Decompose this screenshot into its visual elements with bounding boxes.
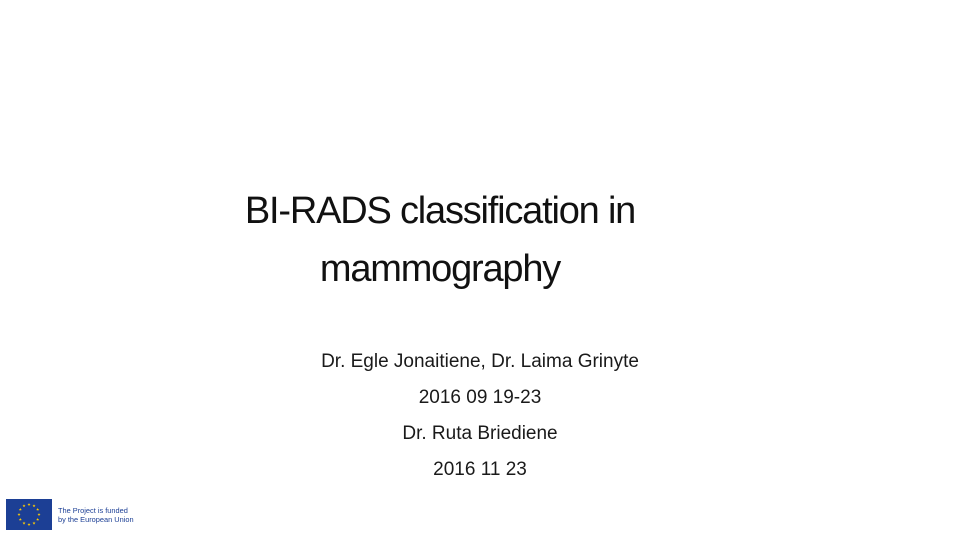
eu-star xyxy=(27,523,30,526)
eu-star xyxy=(32,504,35,507)
eu-flag-icon xyxy=(6,499,52,530)
eu-star xyxy=(22,504,25,507)
authors-line: Dr. Egle Jonaitiene, Dr. Laima Grinyte xyxy=(321,351,639,372)
eu-star xyxy=(36,508,39,511)
eu-funding-text-line-2: by the European Union xyxy=(58,514,134,524)
eu-star xyxy=(19,518,22,521)
eu-star xyxy=(19,508,22,511)
slide-subtitle xyxy=(280,344,680,488)
eu-star xyxy=(27,503,30,506)
eu-star xyxy=(22,522,25,525)
author-line-2: Dr. Ruta Briediene xyxy=(402,423,558,444)
date-line-1: 2016 09 19-23 xyxy=(418,387,542,408)
date-line-2: 2016 11 23 xyxy=(433,459,527,480)
eu-star xyxy=(32,522,35,525)
slide-title xyxy=(200,182,680,298)
slide-title-line-2: mammography xyxy=(319,248,561,290)
eu-star xyxy=(36,518,39,521)
slide-title-line-1: BI-RADS classification in xyxy=(244,190,636,232)
eu-funding-text-line-1: The Project is funded xyxy=(58,505,128,515)
eu-stars-ring xyxy=(6,499,52,530)
eu-star xyxy=(17,513,20,516)
eu-star xyxy=(37,513,40,516)
eu-funding-text xyxy=(58,506,134,524)
eu-funding-logo xyxy=(6,499,134,530)
